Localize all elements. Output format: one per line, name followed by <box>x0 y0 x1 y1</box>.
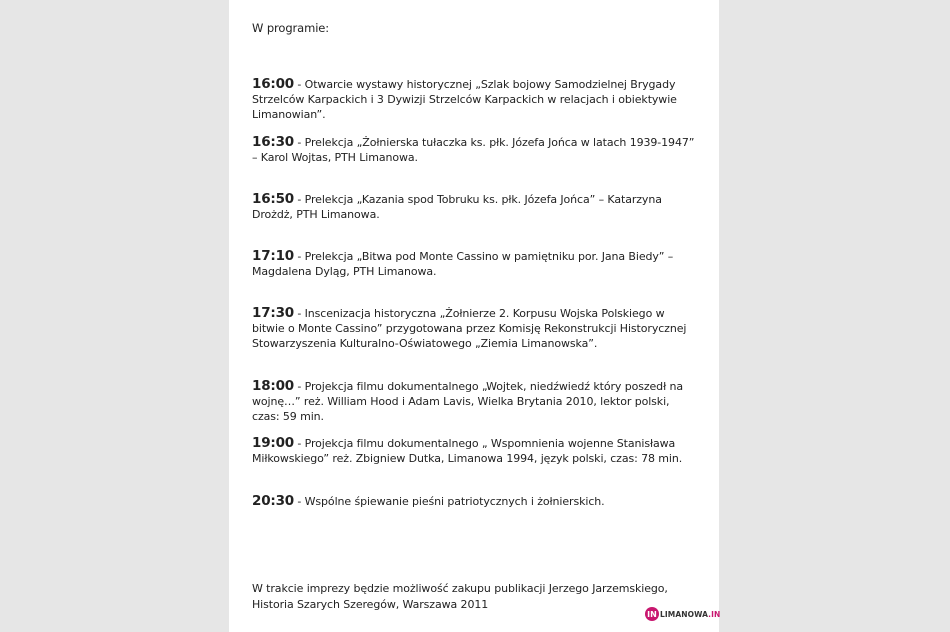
item-description: - Prelekcja „Kazania spod Tobruku ks. płk. Józefa Jońca” – Katarzyna Drożdż, PTH Limanowa. <box>252 193 662 221</box>
footer-note: W trakcie imprezy będzie możliwość zakupu publikacji Jerzego Jarzemskiego, Historia Szarych Szeregów, Warszawa 2011 <box>252 582 668 611</box>
logo-name: LIMANOWA <box>660 609 709 619</box>
item-description: - Wspólne śpiewanie pieśni patriotycznych i żołnierskich. <box>293 495 605 508</box>
item-description: - Projekcja filmu dokumentalnego „Wojtek, niedźwiedź który poszedł na wojnę…” reż. William Hood i Adam Lavis, Wielka Brytania 2010, lektor polski, czas: 59 min. <box>252 380 684 423</box>
item-description: - Projekcja filmu dokumentalnego „ Wspomnienia wojenne Stanisława Miłkowskiego” reż. Zbigniew Dutka, Limanowa 1994, język polski, czas: 78 min. <box>252 437 683 465</box>
program-item-2030 <box>252 494 700 509</box>
item-time: 18:00 <box>252 378 294 394</box>
program-item-1900 <box>252 436 700 466</box>
logo-badge-icon: IN <box>645 607 659 621</box>
item-time: 16:30 <box>252 134 294 150</box>
program-intro: W programie: <box>252 21 330 35</box>
program-item-1630 <box>252 135 700 165</box>
item-time: 17:10 <box>252 248 294 264</box>
item-time: 16:00 <box>252 76 294 92</box>
program-item-1650 <box>252 192 700 222</box>
limanowa-in-logo[interactable] <box>645 606 720 622</box>
item-time: 16:50 <box>252 191 294 207</box>
item-description: - Prelekcja „Żołnierska tułaczka ks. płk. Józefa Jońca w latach 1939-1947” – Karol Wojtas, PTH Limanowa. <box>252 136 695 164</box>
item-time: 20:30 <box>252 493 294 509</box>
document-page <box>229 0 719 632</box>
item-time: 19:00 <box>252 435 294 451</box>
item-description: - Prelekcja „Bitwa pod Monte Cassino w pamiętniku por. Jana Biedy” – Magdalena Dyląg, PTH Limanowa. <box>252 250 674 278</box>
program-item-1600 <box>252 77 700 122</box>
program-item-1800 <box>252 379 700 424</box>
program-item-1710 <box>252 249 700 279</box>
logo-wordmark <box>660 610 720 619</box>
program-item-1730 <box>252 306 700 351</box>
item-description: - Inscenizacja historyczna „Żołnierze 2. Korpusu Wojska Polskiego w bitwie o Monte Cassino” przygotowana przez Komisję Rekonstrukcji Historycznej Stowarzyszenia Kulturalno-Oświatowego „Ziemia Limanowska”. <box>252 307 687 350</box>
logo-suffix: .IN <box>708 609 721 619</box>
item-description: - Otwarcie wystawy historycznej „Szlak bojowy Samodzielnej Brygady Strzelców Karpackich i 3 Dywizji Strzelców Karpackich w relacjach i obiektywie Limanowian”. <box>252 78 677 121</box>
item-time: 17:30 <box>252 305 294 321</box>
